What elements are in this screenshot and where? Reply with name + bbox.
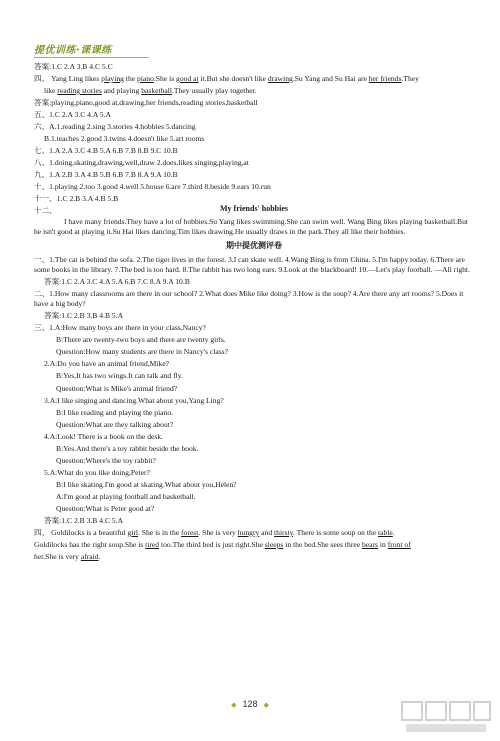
dialogue-line: 3.A:I like singing and dancing.What about you,Yang Ling? — [44, 395, 224, 405]
essay-title: My friends' hobbies — [219, 204, 288, 214]
dialogue-line: A:I'm good at playing football and basketball. — [56, 491, 196, 501]
answer-line: 答案:1.C 2.B 3.B 4.B 5.A — [44, 311, 124, 321]
essay-body: I have many friends.They have a lot of hobbies.Su Yang likes swimming.She can swim well. Wang Bing likes playing basketball.But he isn't good at playing it.Su Hai likes dancing.Tim likes drawing.He usually draws in the park.They all like their hobbies. — [34, 216, 468, 236]
answer-line: 五、1.C 2.A 3.C 4.A 5.A — [34, 110, 112, 120]
dialogue-line: B:Yes.And there's a toy rabbit beside the book. — [56, 443, 199, 453]
answer-line: 答案:1.C 2.B 3.B 4.C 5.A — [44, 515, 124, 525]
answer-content — [34, 62, 474, 564]
passage-line: like reading stories and playing basketball.They usually play together. — [44, 86, 257, 96]
passage-line: 四、 Goldilocks is a beautiful girl. She is in the forest. She is very hungry and thirsty. There is some soup on the table. — [34, 527, 395, 537]
answer-line: B.1.teaches 2.good 3.twins 4.doesn't like 5.art rooms — [44, 134, 205, 144]
passage-line: 四、 Yang Ling likes playing the piano.She is good at it.But she doesn't like drawing.Su Yang and Su Hai are her friends.They — [34, 74, 419, 84]
answer-line: 答案:1.C 2.A 3.C 4.A 5.A 6.B 7.C 8.A 9.A 10.B — [44, 277, 190, 287]
passage-line: her.She is very afraid. — [34, 551, 101, 561]
page-number: 128 — [242, 699, 258, 709]
listening-script: 一、1.The cat is behind the sofa. 2.The tiger lives in the forest. 3.I can skate well. 4.Wang Bing is from China. 5.I'm happy today. 6.There are some books in the library. 7.The bed is too hard. 8.The rabbit has two long ears. 9.Look at the blackboard! 10.—Let's play football. —All right. — [34, 255, 470, 275]
answer-line: 七、1.A 2.A 3.C 4.B 5.A 6.B 7.B 8.B 9.C 10.B — [34, 146, 178, 156]
dialogue-line: Question:What are they talking about? — [56, 419, 174, 429]
answer-line: 答案:playing,piano,good at,drawing,her friends,reading stories,basketball — [34, 98, 258, 108]
dialogue-line: B:Yes,It has two wings.It can talk and fly. — [56, 371, 183, 381]
answer-line: 答案:1.C 2.A 3.B 4.C 5.C — [34, 62, 113, 71]
answer-line: 九、1.A 2.B 3.A 4.B 5.B 6.B 7.B 8.A 9.A 10.B — [34, 170, 178, 180]
dialogue-line: 4.A:Look! There is a book on the desk. — [44, 431, 164, 441]
dialogue-line: 三、1.A:How many boys are there in your class,Nancy? — [34, 323, 206, 333]
listening-script: 二、1.How many classrooms are there in our school? 2.What does Mike like doing? 3.How is the soup? 4.Are there any art rooms? 5.Does it have a big body? — [34, 289, 464, 309]
answer-line: 六、A.1.reading 2.sing 3.stories 4.hobbies 5.dancing — [34, 122, 196, 132]
answer-line: 十一、1.C 2.B 3.A 4.B 5.B — [34, 194, 119, 204]
dialogue-line: B:I like reading and playing the piano. — [56, 407, 174, 417]
dialogue-line: Question:Where's the toy rabbit? — [56, 455, 156, 465]
section-label: 十二、 — [34, 206, 57, 216]
answer-line: 十、1.playing 2.too 3.good 4.well 5.house 6.are 7.third 8.beside 9.ears 10.run — [34, 182, 271, 192]
dialogue-line: 2.A:Do you have an animal friend,Mike? — [44, 359, 170, 369]
dialogue-line: Question:What is Peter good at? — [56, 503, 155, 513]
watermark-logo — [400, 700, 492, 736]
answer-line: 八、1.doing,skating,drawing,well,draw 2.does,likes singing,playing,at — [34, 158, 249, 168]
section-title: 期中提优测评卷 — [226, 240, 282, 250]
page-header — [34, 44, 154, 58]
passage-line: Goldilocks has the right soup.She is tired too.The third bed is just right.She sleeps in the bed.She sees three bears in front of — [34, 539, 411, 549]
dialogue-line: B:I like skating.I'm good at skating.What about you,Helen? — [56, 479, 237, 489]
diamond-icon: ◆ — [263, 702, 269, 709]
dialogue-line: Question:What is Mike's animal friend? — [56, 383, 178, 393]
header-rule — [34, 57, 149, 58]
dialogue-line: 5.A:What do you like doing,Peter? — [44, 467, 150, 477]
dialogue-line: B:There are twenty-two boys and there are twenty girls. — [56, 335, 226, 345]
header-title: 提优训练·课课练 — [34, 45, 112, 56]
dialogue-line: Question:How many students are there in Nancy's class? — [56, 347, 228, 357]
diamond-icon: ◆ — [231, 702, 237, 709]
